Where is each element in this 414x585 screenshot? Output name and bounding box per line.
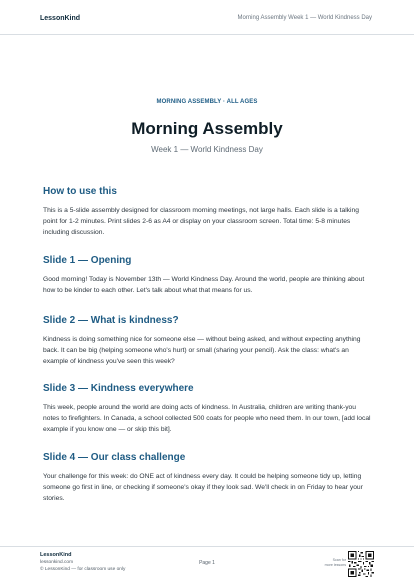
page-footer <box>0 546 414 585</box>
running-title: Morning Assembly Week 1 — World Kindness Day <box>237 15 372 21</box>
page-number: Page 1 <box>199 560 215 566</box>
section-slide-3 <box>43 383 371 435</box>
section-slide-4 <box>43 452 371 504</box>
qr-code-icon <box>348 551 374 577</box>
section-how-to-use <box>43 186 371 238</box>
section-heading: How to use this <box>43 186 117 197</box>
section-heading: Slide 4 — Our class challenge <box>43 452 186 463</box>
section-heading: Slide 2 — What is kindness? <box>43 315 179 326</box>
header-brand: LessonKind <box>40 15 81 22</box>
section-heading: Slide 1 — Opening <box>43 255 132 266</box>
scan-caption-line-1: Scan for <box>332 558 346 562</box>
section-body: This is a 5-slide assembly designed for classroom morning meetings, not large halls. Each slide is a talking point for 1-2 minutes. Print slides 2-6 as A4 or display on your classroom screen. Total time: 5-8 minutes including discussion. <box>43 207 359 236</box>
scan-caption <box>316 558 346 568</box>
section-heading: Slide 3 — Kindness everywhere <box>43 383 194 394</box>
page-header <box>0 0 414 35</box>
section-body: Good morning! Today is November 13th — World Kindness Day. Around the world, people are thinking about how to be kinder to each other. Let's talk about what that means for us. <box>43 276 365 294</box>
page-subtitle: Week 1 — World Kindness Day <box>151 145 263 154</box>
doc-kicker: MORNING ASSEMBLY · ALL AGES <box>156 99 258 105</box>
section-slide-1 <box>43 255 371 296</box>
page-title: Morning Assembly <box>131 119 283 138</box>
section-body: Your challenge for this week: do ONE act of kindness every day. It could be helping someone tidy up, letting someone go first in line, or checking if someone's okay if they look sad. We'll check in on Friday to hear your stories. <box>43 473 363 502</box>
footer-site: lessonkind.com <box>40 560 74 565</box>
section-body: Kindness is doing something nice for someone else — without being asked, and without expecting anything back. It can be big (helping someone who's hurt) or small (sharing your pencil). Ask the class: what's an example of kindness you've seen this week? <box>43 336 361 365</box>
scan-caption-line-2: more lessons <box>324 563 346 567</box>
section-slide-2 <box>43 315 371 367</box>
section-body: This week, people around the world are doing acts of kindness. In Australia, children are writing thank-you notes to firefighters. In Canada, a school collected 500 coats for people who need them. In our town, [add local example if you know one — or skip this bit]. <box>43 404 371 433</box>
footer-copyright: © LessonKind — for classroom use only <box>40 567 126 572</box>
footer-brand: LessonKind <box>40 552 72 558</box>
